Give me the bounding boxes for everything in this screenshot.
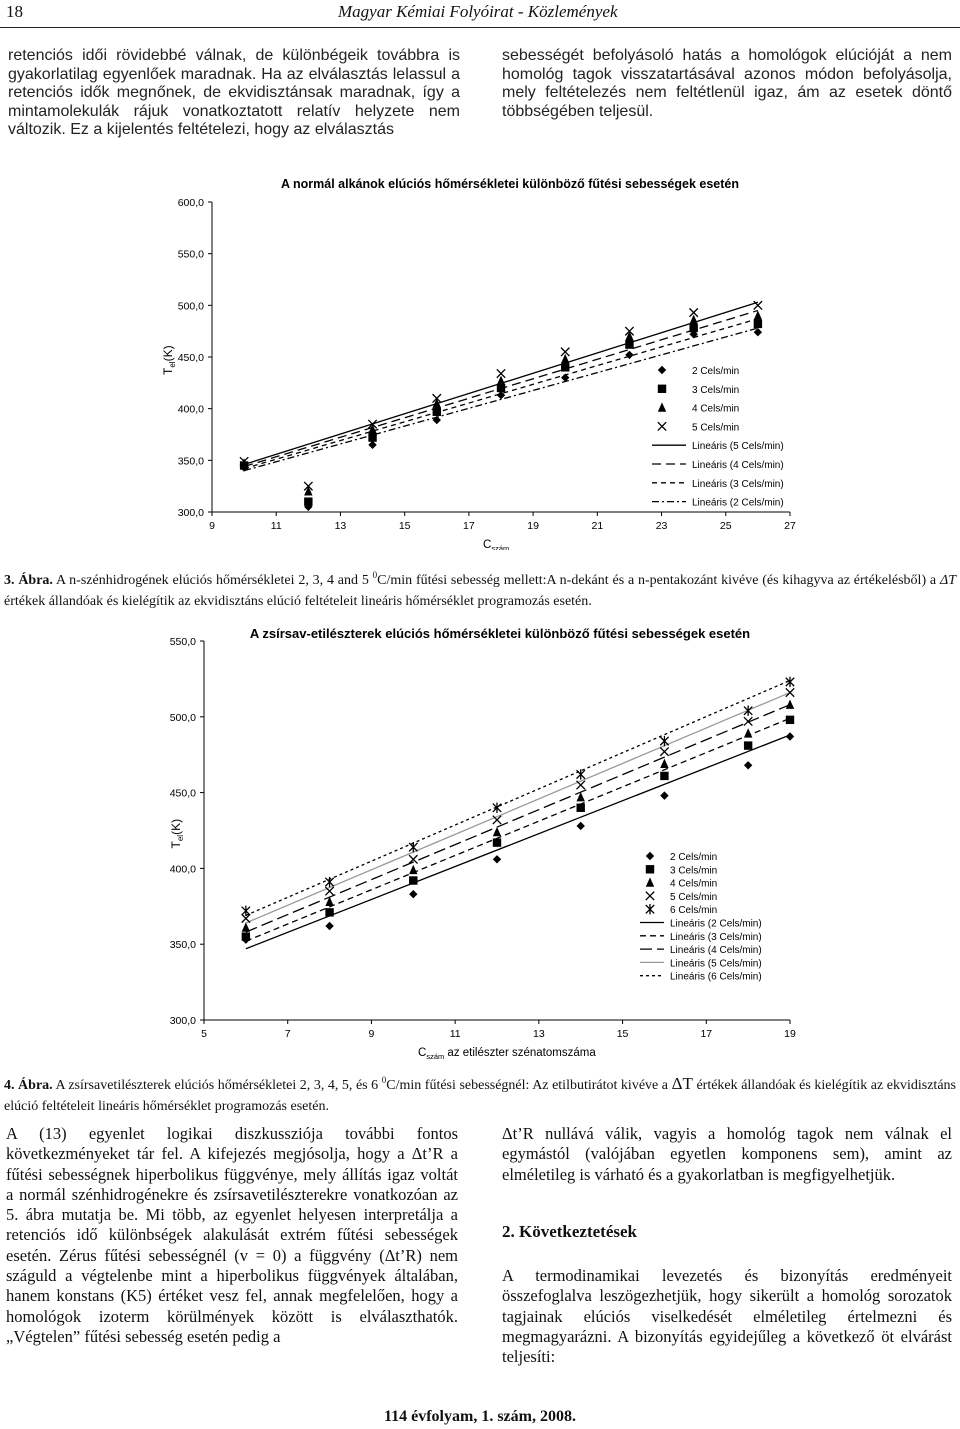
x-axis-label: $C_{szám}$ <box>483 539 510 550</box>
legend-label: Lineáris (6 Cels/min) <box>670 971 762 983</box>
legend-label: 3 Cels/min <box>692 384 740 396</box>
data-point <box>304 486 312 495</box>
legend-label: Lineáris (2 Cels/min) <box>670 918 762 930</box>
data-point <box>242 932 250 940</box>
data-point <box>660 747 668 755</box>
y-tick-label: 350,0 <box>169 939 196 952</box>
bottom-text-left: A (13) egyenlet logikai diszkussziója további fontos következményeket tár fel. A kifejezés megjósolja, hogy a Δt’R a fűtési sebességnek hiperbolikus függvénye, mely állítás igaz voltát a normál szénhidrogénekre és zsírsavetilészterekre vonatkozóan az 5. ábra mutatja be. Mi több, az egyenlet helyesen interpretálja a retenciós idő különbségek alakulását extrém fűtési sebességek esetén. Zérus fűtési sebességnél (v = 0) a függvény (Δt’R) nem száguld a végtelenbe mint a hiperbolikus függvények általában, hanem konstans (K5) értéket vesz fel, annak megfelelően, hogy a homológok izoterm körülmények között is elválaszthatók. „Végtelen” fűtési sebesség esetén pedig a <box>6 1124 458 1346</box>
data-point <box>493 838 501 846</box>
y-tick-label: 500,0 <box>169 711 196 724</box>
conclusions-heading: 2. Következtetések <box>502 1222 638 1241</box>
legend-label: 6 Cels/min <box>670 905 718 917</box>
x-tick-label: 11 <box>270 520 282 532</box>
data-point <box>368 433 376 441</box>
data-point <box>325 922 333 930</box>
chart-title: A normál alkánok elúciós hőmérsékletei különböző fűtési sebességek esetén <box>280 177 740 191</box>
legend-label: 5 Cels/min <box>670 891 718 903</box>
data-point <box>744 706 752 716</box>
legend-label: Lineáris (2 Cels/min) <box>692 497 784 509</box>
x-tick-label: 19 <box>527 520 539 532</box>
legend-marker <box>646 877 654 886</box>
y-tick-label: 300,0 <box>177 507 204 519</box>
data-point <box>325 877 333 887</box>
chart-title: A zsírsav-etilészterek elúciós hőmérsékletei különböző fűtési sebességek esetén <box>249 626 751 641</box>
data-point <box>660 736 668 746</box>
series-4-cels/min <box>240 310 762 495</box>
fit-line <box>246 735 790 949</box>
figure4-caption-label: 4. Ábra. <box>4 1078 53 1093</box>
data-point <box>368 441 376 449</box>
legend <box>652 366 784 509</box>
series-2-cels/min <box>240 328 762 511</box>
legend <box>640 852 762 983</box>
data-point <box>433 408 441 416</box>
data-point <box>577 781 585 789</box>
data-point <box>242 906 250 916</box>
legend-label: Lineáris (5 Cels/min) <box>692 441 784 453</box>
journal-title: Magyar Kémiai Folyóirat - Közlemények <box>338 2 618 21</box>
y-tick-label: 500,0 <box>177 300 204 313</box>
data-point <box>493 827 501 836</box>
data-point <box>409 842 417 852</box>
y-tick-label: 550,0 <box>169 636 196 648</box>
y-tick-label: 400,0 <box>169 863 196 876</box>
y-tick-label: 350,0 <box>177 455 204 468</box>
data-point <box>625 351 633 359</box>
data-point <box>744 728 752 737</box>
figure3-caption-label: 3. Ábra. <box>4 573 53 588</box>
x-tick-label: 5 <box>201 1028 207 1040</box>
data-point <box>433 416 441 424</box>
y-tick-label: 300,0 <box>169 1015 196 1027</box>
data-point <box>660 759 668 768</box>
figure4-caption: 4. Ábra. A zsírsavetilészterek elúciós hőmérsékletei 2, 3, 4, 5, és 6 $^0$C/min fűtési sebességnél: Az etilbutirátot kivéve a ΔT értékek állandóak és kielégítik az ekvidisztáns elúció feltételeit lineáris hőmérséklet programozás esetén. <box>4 1074 956 1114</box>
data-point <box>660 772 668 780</box>
data-point <box>786 732 794 740</box>
legend-label: Lineáris (5 Cels/min) <box>670 958 762 970</box>
x-tick-label: 19 <box>784 1028 796 1040</box>
legend-label: 4 Cels/min <box>692 403 740 415</box>
data-point <box>304 497 312 505</box>
x-tick-label: 11 <box>449 1028 461 1040</box>
figure3-chart <box>150 170 810 550</box>
data-point <box>625 340 633 348</box>
data-point <box>577 822 585 830</box>
data-point <box>660 791 668 799</box>
legend-marker <box>646 892 654 900</box>
data-point <box>325 908 333 916</box>
y-axis-label: $T_{el}(K)$ <box>161 345 177 375</box>
x-tick-label: 7 <box>284 1028 291 1040</box>
legend-marker <box>646 852 654 860</box>
y-tick-label: 450,0 <box>169 787 196 800</box>
figure4-chart <box>130 618 830 1060</box>
x-tick-label: 17 <box>700 1028 713 1040</box>
legend-label: Lineáris (4 Cels/min) <box>670 945 762 957</box>
legend-marker <box>658 402 666 411</box>
x-tick-label: 9 <box>209 520 215 532</box>
legend-label: 3 Cels/min <box>670 865 718 877</box>
x-axis-label: $C_{szám}$ az etilészter szénatomszáma <box>418 1047 596 1060</box>
data-point <box>744 741 752 749</box>
x-tick-label: 21 <box>591 520 604 532</box>
y-axis-label: $T_{el}(K)$ <box>169 818 185 849</box>
top-text-right: sebességét befolyásoló hatás a homológok elúcióját a nem homológ tagok visszatartásával azonos módon befolyásolja, mely feltételezés nem feltétlenül igaz, ám az esetek döntő többségében teljesül. <box>502 47 952 120</box>
legend-label: 2 Cels/min <box>670 852 718 863</box>
legend-label: Lineáris (3 Cels/min) <box>692 478 784 490</box>
data-point <box>744 761 752 769</box>
header-rule <box>0 27 960 28</box>
data-point <box>786 688 794 696</box>
data-point <box>689 324 697 332</box>
legend-marker <box>658 366 666 374</box>
data-point <box>242 922 250 931</box>
legend-label: 5 Cels/min <box>692 422 740 434</box>
x-tick-label: 9 <box>368 1028 375 1040</box>
y-tick-label: 600,0 <box>177 197 204 209</box>
page-number: 18 <box>6 2 23 21</box>
legend-label: 2 Cels/min <box>692 366 740 377</box>
legend-marker <box>658 422 666 430</box>
y-tick-label: 550,0 <box>177 248 204 261</box>
data-point <box>409 865 417 874</box>
x-tick-label: 13 <box>533 1028 545 1040</box>
figure3-caption: 3. Ábra. A n-szénhidrogének elúciós hőmérsékletei 2, 3, 4 and 5 $^0$C/min fűtési sebesség mellett:A n-dekánt és a n-pentakozánt kivéve (és kihagyva az értékelésből) a ΔT értékek állandóak és kielégítik az ekvidisztáns elúció feltételeit lineáris hőmérséklet programozás esetén. <box>4 570 956 609</box>
data-point <box>577 804 585 812</box>
data-point <box>409 890 417 898</box>
x-tick-label: 15 <box>616 1028 629 1040</box>
y-tick-label: 450,0 <box>177 352 204 364</box>
data-point <box>493 855 501 863</box>
y-tick-label: 400,0 <box>177 403 204 416</box>
legend-label: Lineáris (3 Cels/min) <box>670 931 762 943</box>
legend-marker <box>646 865 654 873</box>
legend-marker <box>658 385 666 393</box>
page-footer: 114 évfolyam, 1. szám, 2008. <box>384 1408 576 1425</box>
legend-label: Lineáris (4 Cels/min) <box>692 460 784 471</box>
x-tick-label: 25 <box>719 520 732 532</box>
x-tick-label: 27 <box>784 520 796 532</box>
data-point <box>497 384 505 392</box>
data-point <box>786 699 794 708</box>
data-point <box>786 716 794 724</box>
x-tick-label: 15 <box>398 520 411 532</box>
x-tick-label: 13 <box>334 520 347 532</box>
bottom-text-right-p1: Δt’R nullává válik, vagyis a homológ tagok nem válnak el egymástól (valójában egyetlen komponens sem), amint az elméletileg is várható és a gyakorlatban is megfigyelhetjük. <box>502 1124 952 1184</box>
bottom-text-right-p2: A termodinamikai levezetés és bizonyítás eredményeit összefoglalva leszögezhetjük, hogy sikerült a homológ sorozatok tagjainak elúciós viselkedését elméletileg értelmezni és megmagyarázni. A bizonyítás egyidejűleg a következő öt elvárást teljesíti: <box>502 1266 952 1367</box>
top-text-left: retenciós idői rövidebbé válnak, de különbégeik továbbra is gyakorlatilag egyenlőek maradnak. Ha az elválasztás lelassul a retenciós idők megnőnek, de ekvidisztánsak maradnak, így a mintamolekulák rájuk vonatkoztatott relatív helyzete nem változik. Ez a kijelentés feltételezi, hogy az elválasztás <box>8 47 460 138</box>
data-point <box>754 320 762 328</box>
x-tick-label: 17 <box>463 520 475 532</box>
data-point <box>561 363 569 371</box>
data-point <box>625 331 633 340</box>
data-point <box>409 876 417 884</box>
legend-marker <box>646 904 654 914</box>
series-3-cels/min <box>240 320 762 506</box>
legend-label: 4 Cels/min <box>670 878 718 890</box>
x-tick-label: 23 <box>655 520 668 532</box>
data-point <box>577 769 585 779</box>
